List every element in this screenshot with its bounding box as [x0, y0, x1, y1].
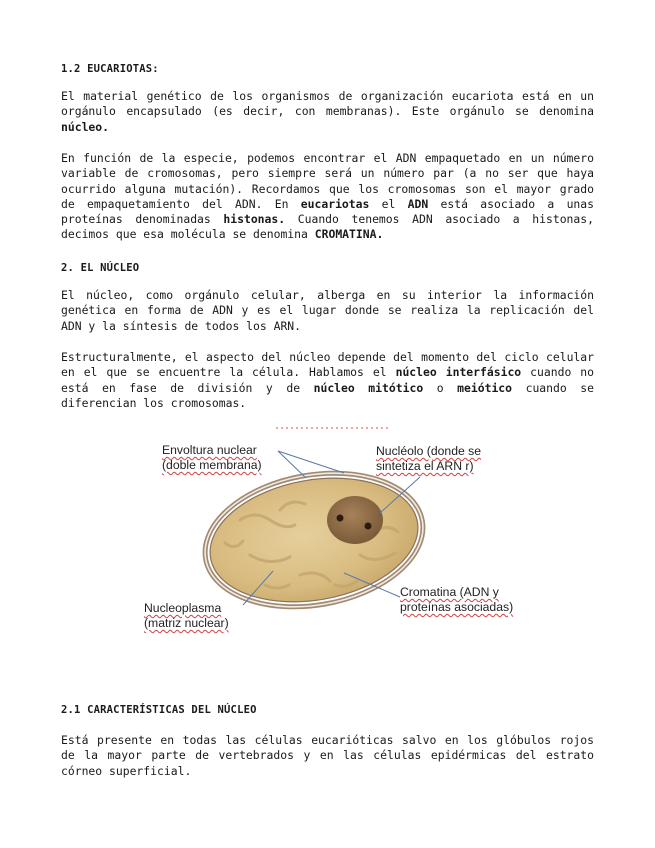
paragraph-cromosomas: En función de la especie, podemos encontrar el ADN empaquetado en un número variable de cromosomas, pero siempre será un número par (a no ser que haya ocurrido alguna mutación). Recordamos que los cromosomas son el mayor grado de empaquetamiento del ADN. En eucariotas el ADN está asociado a unas proteínas denominadas histonas. Cuando tenemos ADN asociado a histonas, decimos que esa molécula se denomina CROMATINA. [61, 151, 595, 242]
heading-el-nucleo: 2. EL NÚCLEO [61, 262, 140, 274]
label-cromatina: Cromatina (ADN y proteínas asociadas) [400, 585, 514, 614]
nucleolus-dot-2 [365, 523, 372, 530]
nucleolus [327, 496, 383, 544]
label-nucleoplasma: Nucleoplasma (matriz nuclear) [144, 601, 229, 630]
nucleolus-dot-1 [337, 515, 344, 522]
paragraph-presencia-nucleo: Está presente en todas las células eucarióticas salvo en los glóbulos rojos de la mayor parte de vertebrados y en las células epidérmicas del estrato córneo superficial. [61, 733, 594, 778]
label-nucleolo: Nucléolo (donde se sintetiza el ARN r) [376, 444, 482, 473]
nucleus-diagram [130, 425, 530, 640]
heading-caracteristicas: 2.1 CARACTERÍSTICAS DEL NÚCLEO [61, 704, 257, 716]
paragraph-material-genetico: El material genético de los organismos de organización eucariota está en un orgánulo encapsulado (es decir, con membranas). Este orgánulo se denomina núcleo. [61, 89, 594, 134]
label-envoltura: Envoltura nuclear (doble membrana) [162, 443, 262, 472]
paragraph-nucleo-organulo: El núcleo, como orgánulo celular, alberga en su interior la información genética en forma de ADN y es el lugar donde se realiza la replicación del ADN y la síntesis de todos los ARN. [61, 288, 594, 333]
paragraph-estructura-nucleo: Estructuralmente, el aspecto del núcleo depende del momento del ciclo celular en el que se encuentre la célula. Hablamos el núcleo interfásico cuando no está en fase de división y de núcleo mitótico o meiótico cuando se diferencian los cromosomas. [61, 350, 595, 410]
heading-eucariotas: 1.2 EUCARIOTAS: [61, 63, 159, 75]
